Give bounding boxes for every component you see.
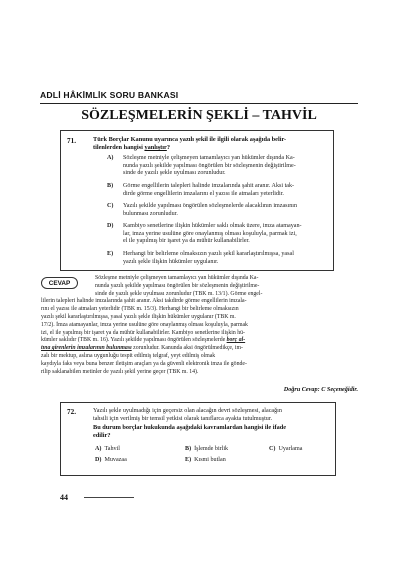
- option-a[interactable]: [107, 155, 329, 179]
- option-text: Kambiyo senetlerine ilişkin hükümler saklı olmak üzere, imza atamayan-: [123, 223, 302, 229]
- answer-emphasis: tına girenlerin imzalarının bulunması: [41, 345, 132, 352]
- answer-line: rını el yazısı ile atmaları yeterlidir (TBK m. 15/3). Herhangi bir belirleme olmaksızın: [41, 306, 239, 313]
- answer-line: [41, 337, 359, 345]
- stem-text: tilenlerden hangisi: [93, 144, 145, 151]
- option-d[interactable]: [95, 456, 127, 464]
- question-number: 72.: [67, 408, 76, 416]
- question-stem-line: Türk Borçlar Kanunu uyarınca yazılı şekil ile ilgili olarak aşağıda belir-: [93, 136, 287, 143]
- answer-line: zalı bir mektup, aslına uygunluğu tespit edilmiş telgraf, yeyt edilmiş olmak: [41, 352, 216, 359]
- option-a[interactable]: [95, 445, 120, 453]
- answer-emphasis: borç al-: [226, 337, 246, 344]
- option-c[interactable]: [269, 445, 302, 453]
- option-letter: C): [269, 446, 276, 452]
- question-stem-line: [93, 144, 329, 152]
- page-number: 44: [60, 493, 68, 502]
- option-letter: D): [107, 223, 114, 229]
- question-71-box: [60, 130, 334, 271]
- option-text: Uyarlama: [278, 446, 303, 452]
- option-e[interactable]: [185, 456, 226, 464]
- option-d[interactable]: [107, 223, 329, 247]
- option-text: lar, imza yerine usulüne göre onaylanmış olması koşuluyla, parmak izi,: [123, 230, 297, 237]
- option-letter: A): [107, 155, 114, 161]
- option-text: İşlemde birlik: [194, 446, 229, 452]
- answer-text: zorunludur. Kanunda aksi öngörülmedikçe, im-: [131, 345, 243, 352]
- answer-line: izi, el ile yapılmış bir işaret ya da mühür kullanabilirler. Kambiyo senetlerine ilişkin hü-: [41, 329, 245, 336]
- question-premise-line: Yazılı şekle uyulmadığı için geçersiz olan alacağın devri sözleşmesi, alacağın: [93, 408, 282, 414]
- question-stem-line: edilir?: [93, 432, 111, 439]
- answer-explanation: [41, 275, 359, 376]
- answer-line: 17/2). İmza atamayanlar, imza yerine usulüne göre onaylanmış olması koşuluyla, parmak: [41, 321, 248, 328]
- option-c[interactable]: [107, 203, 329, 219]
- option-text: Görme engellilerin talepleri halinde imzalarında şahit aranır. Aksi tak-: [123, 183, 295, 189]
- option-b[interactable]: [185, 445, 228, 453]
- stem-underlined-word: yanlıştır: [144, 144, 167, 151]
- answer-line: nunda yazılı şekilde yapılması öngörülen bir sözleşmenin değiştirilme-: [95, 282, 260, 289]
- option-letter: E): [107, 251, 114, 257]
- answer-line: Sözleşme metniyle çelişmeyen tamamlayıcı yan hükümler dışında Ka-: [95, 275, 259, 281]
- option-text: Kısmi butlan: [194, 457, 226, 463]
- correct-answer: Doğru Cevap: C Seçeneğidir.: [283, 386, 358, 393]
- option-text: bulunması zorunludur.: [123, 210, 178, 217]
- chapter-title: SÖZLEŞMELERİN ŞEKLİ – TAHVİL: [81, 108, 317, 123]
- option-letter: E): [185, 457, 192, 463]
- option-text: nunda yazılı şekilde yapılması öngörülen bir sözleşmenin değiştirilme-: [123, 162, 296, 169]
- option-text: dirde görme engellilerin imzalarını el yazısı ile atmaları yeterlidir.: [123, 190, 284, 197]
- question-premise-line: tahsili için verilmiş bir temsil yetkisi olarak tanıflarca ayakta tutulmuştur.: [93, 416, 273, 422]
- book-title: ADLİ HÂKİMLİK SORU BANKASI: [40, 90, 179, 100]
- answer-line: lilerin talepleri halinde imzalarında şahit aranır. Aksi takdirde görme engellilerin imzala-: [41, 298, 247, 305]
- option-text: Yazılı şekilde yapılması öngörülen sözleşmelerde alacaklının imzasının: [123, 203, 298, 209]
- option-text: yazılı şekle ilişkin hükümler uygulanır.: [123, 258, 219, 265]
- option-text: sinde de yazılı şekle uyulması zorunludur.: [123, 170, 226, 177]
- question-72-box: [60, 402, 336, 476]
- answer-line: [41, 345, 359, 353]
- option-e[interactable]: [107, 251, 329, 267]
- option-text: Sözleşme metniyle çelişmeyen tamamlayıcı yan hükümler dışında Ka-: [123, 155, 295, 161]
- question-stem-line: Bu durum borçlar hukukunda aşağıdaki kavramlardan hangisi ile ifade: [93, 424, 287, 431]
- answer-line: sinde de yazılı şekle uyulması zorunludur (TBK m. 13/1). Görme engel-: [95, 290, 263, 297]
- question-number: 71.: [67, 137, 76, 145]
- answer-line: kaydıyla faks veya buna benzer iletişim araçları ya da güvenli elektronik imza ile gönde-: [41, 360, 247, 367]
- stem-text: ?: [166, 144, 170, 151]
- answer-badge: CEVAP: [41, 277, 78, 289]
- answer-text: kümler saklıdır (TBK m. 16). Yazılı şekilde yapılması öngörülen sözleşmelerde: [41, 337, 227, 344]
- option-letter: B): [185, 446, 192, 452]
- footer-rule: [84, 497, 134, 498]
- option-letter: D): [95, 457, 102, 463]
- option-letter: C): [107, 203, 114, 209]
- option-letter: B): [107, 183, 114, 189]
- answer-line: rilip saklanabilen metinler de yazılı şekil yerine geçer (TBK m. 14).: [41, 368, 199, 375]
- option-text: el ile yapılmış bir işaret ya da mühür kullanabilirler.: [123, 238, 250, 245]
- option-text: Herhangi bir belirleme olmaksızın yazılı şekil kararlaştırılmışsa, yasal: [123, 251, 294, 257]
- answer-line: yazılı şekil kararlaştırılmışsa, yasal yazılı şekle ilişkin hükümler uygulanır (TBK m.: [41, 313, 236, 320]
- option-b[interactable]: [107, 183, 329, 199]
- option-text: Muvazaa: [104, 457, 127, 463]
- option-text: Tahvil: [104, 446, 120, 452]
- header-rule: [40, 103, 358, 104]
- option-letter: A): [95, 446, 102, 452]
